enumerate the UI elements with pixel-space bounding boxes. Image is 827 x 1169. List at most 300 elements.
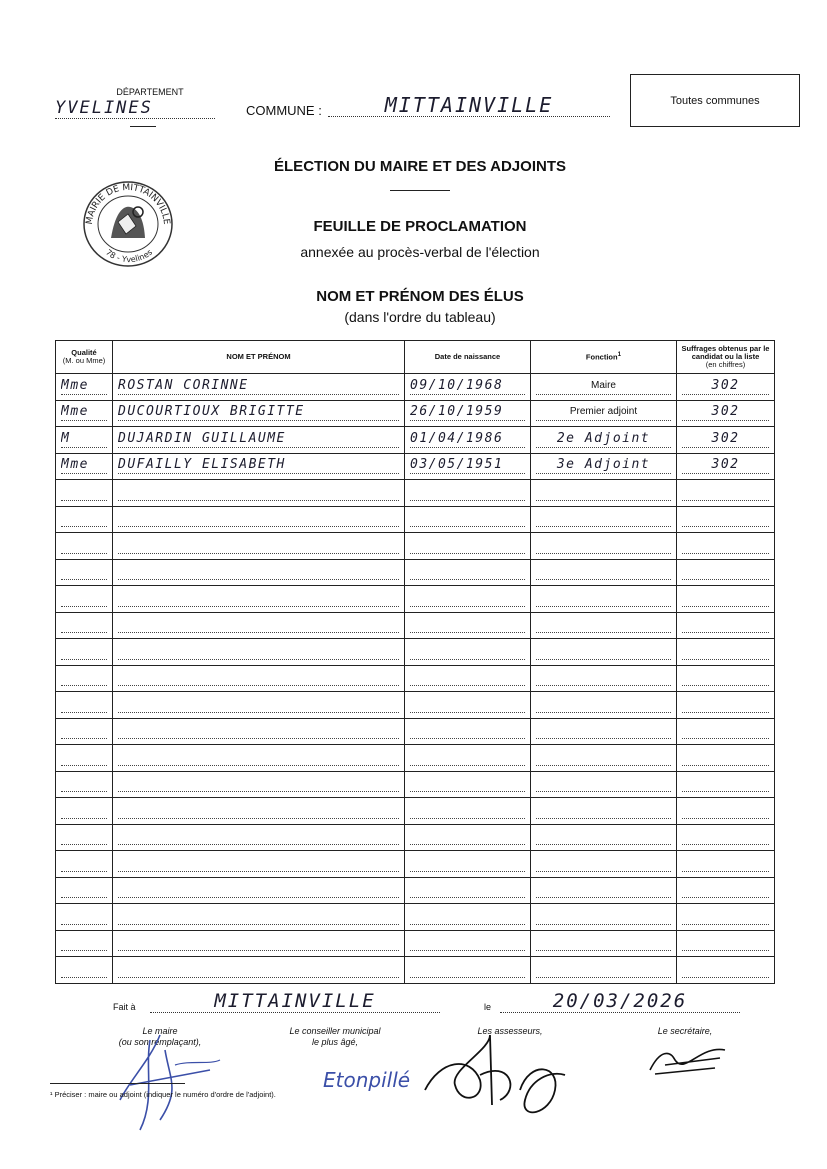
cell-date (405, 506, 531, 533)
cell-suffrages-blank (682, 934, 769, 951)
cell-date (405, 692, 531, 719)
cell-nom-blank (118, 590, 399, 607)
cell-date-blank (410, 643, 525, 660)
cell-suffrages (677, 904, 775, 931)
cell-date (405, 586, 531, 613)
header-suffrages (677, 341, 775, 374)
cell-qualite-blank (61, 722, 107, 739)
commune-label: COMMUNE : (246, 103, 322, 118)
cell-suffrages (677, 639, 775, 666)
seal-bottom-text: 78 - Yvelines (103, 247, 155, 265)
cell-date-blank (410, 722, 525, 739)
cell-fonction-blank (536, 643, 671, 660)
cell-qualite (56, 400, 113, 427)
cell-suffrages-blank (682, 961, 769, 978)
cell-fonction-blank (536, 722, 671, 739)
cell-date-blank (410, 775, 525, 792)
cell-fonction (531, 771, 677, 798)
table-body (56, 374, 775, 984)
cell-nom-value: DUCOURTIOUX BRIGITTE (118, 404, 399, 421)
cell-nom-blank (118, 908, 399, 925)
cell-suffrages-blank (682, 590, 769, 607)
header-nom: NOM ET PRÉNOM (113, 341, 405, 374)
cell-nom-blank (118, 722, 399, 739)
cell-date-blank (410, 590, 525, 607)
cell-suffrages-blank (682, 669, 769, 686)
cell-date (405, 824, 531, 851)
cell-suffrages (677, 877, 775, 904)
cell-qualite (56, 877, 113, 904)
cell-suffrages-value: 302 (682, 431, 769, 448)
cell-nom-blank (118, 537, 399, 554)
cell-fonction (531, 374, 677, 401)
table-row (56, 692, 775, 719)
cell-qualite-blank (61, 537, 107, 554)
cell-nom (113, 771, 405, 798)
list-subtitle: (dans l'ordre du tableau) (344, 309, 496, 325)
cell-suffrages (677, 665, 775, 692)
cell-suffrages (677, 506, 775, 533)
cell-qualite (56, 533, 113, 560)
cell-qualite-blank (61, 828, 107, 845)
cell-nom (113, 612, 405, 639)
cell-nom-blank (118, 616, 399, 633)
header-fonction-note: 1 (617, 351, 622, 359)
table-row (56, 718, 775, 745)
cell-nom (113, 400, 405, 427)
cell-fonction-blank (536, 537, 671, 554)
cell-nom (113, 798, 405, 825)
cell-nom (113, 904, 405, 931)
cell-date-blank (410, 537, 525, 554)
cell-suffrages-blank (682, 510, 769, 527)
table-row (56, 427, 775, 454)
cell-fonction (531, 718, 677, 745)
header-qualite-label: Qualité (71, 347, 97, 357)
table-header-row (56, 341, 775, 374)
cell-date-blank (410, 908, 525, 925)
cell-qualite (56, 612, 113, 639)
cell-nom-value: DUFAILLY ELISABETH (118, 457, 399, 474)
cell-fonction (531, 745, 677, 772)
cell-date-blank (410, 934, 525, 951)
table-row (56, 612, 775, 639)
fait-label: Fait à (113, 1002, 136, 1012)
scope-box: Toutes communes (630, 74, 800, 127)
cell-suffrages-blank (682, 749, 769, 766)
cell-date-value: 03/05/1951 (410, 457, 525, 474)
cell-suffrages (677, 400, 775, 427)
header-suffrages-sub: (en chiffres) (705, 360, 746, 370)
cell-nom (113, 586, 405, 613)
cell-nom (113, 480, 405, 507)
table-row (56, 453, 775, 480)
cell-suffrages (677, 798, 775, 825)
cell-suffrages-blank (682, 802, 769, 819)
cell-suffrages-blank (682, 828, 769, 845)
cell-suffrages (677, 718, 775, 745)
table-row (56, 559, 775, 586)
cell-qualite (56, 930, 113, 957)
cell-qualite-blank (61, 881, 107, 898)
cell-suffrages-blank (682, 855, 769, 872)
cell-suffrages (677, 851, 775, 878)
cell-date (405, 745, 531, 772)
mairie-seal (78, 178, 178, 268)
cell-date-blank (410, 484, 525, 501)
cell-nom (113, 453, 405, 480)
cell-qualite-blank (61, 696, 107, 713)
cell-suffrages (677, 957, 775, 984)
cell-date-blank (410, 749, 525, 766)
cell-qualite (56, 639, 113, 666)
table-row (56, 480, 775, 507)
cell-suffrages (677, 930, 775, 957)
cell-date (405, 639, 531, 666)
cell-fonction (531, 957, 677, 984)
page-title: ÉLECTION DU MAIRE ET DES ADJOINTS (274, 158, 566, 175)
cell-date (405, 798, 531, 825)
cell-date (405, 851, 531, 878)
cell-qualite-blank (61, 749, 107, 766)
department-label: DÉPARTEMENT (116, 87, 184, 97)
header-date: Date de naissance (405, 341, 531, 374)
commune-value: MITTAINVILLE (328, 94, 610, 117)
cell-fonction (531, 798, 677, 825)
table-row (56, 745, 775, 772)
maire-label: Le maire (142, 1026, 178, 1036)
cell-qualite (56, 665, 113, 692)
cell-fonction-value: Maire (536, 378, 671, 395)
cell-date (405, 930, 531, 957)
secretaire-label: Le secrétaire, (657, 1026, 713, 1036)
table-row (56, 639, 775, 666)
cell-nom-blank (118, 934, 399, 951)
cell-fonction (531, 824, 677, 851)
cell-date (405, 559, 531, 586)
cell-date-blank (410, 563, 525, 580)
cell-nom (113, 665, 405, 692)
cell-fonction-blank (536, 802, 671, 819)
cell-nom-blank (118, 669, 399, 686)
cell-nom (113, 506, 405, 533)
elected-table (55, 340, 775, 984)
cell-suffrages (677, 427, 775, 454)
cell-fonction-blank (536, 934, 671, 951)
conseiller-sub: le plus âgé, (311, 1036, 359, 1047)
table-row (56, 665, 775, 692)
cell-qualite (56, 904, 113, 931)
cell-suffrages-value: 302 (682, 457, 769, 474)
cell-nom-blank (118, 563, 399, 580)
cell-nom (113, 559, 405, 586)
cell-date-blank (410, 510, 525, 527)
cell-nom-blank (118, 484, 399, 501)
table-row (56, 400, 775, 427)
department-underline (130, 126, 156, 127)
assesseurs-label: Les assesseurs, (477, 1026, 543, 1036)
cell-date-value: 26/10/1959 (410, 404, 525, 421)
cell-suffrages (677, 612, 775, 639)
table-row (56, 506, 775, 533)
cell-suffrages (677, 745, 775, 772)
fait-value: MITTAINVILLE (150, 990, 440, 1013)
cell-qualite-blank (61, 590, 107, 607)
cell-qualite (56, 851, 113, 878)
cell-nom-blank (118, 961, 399, 978)
table-row (56, 957, 775, 984)
cell-date-value: 01/04/1986 (410, 431, 525, 448)
cell-suffrages (677, 559, 775, 586)
cell-nom-blank (118, 775, 399, 792)
cell-date-value: 09/10/1968 (410, 378, 525, 395)
conseiller-label: Le conseiller municipal (289, 1026, 381, 1036)
cell-suffrages-blank (682, 563, 769, 580)
cell-nom (113, 877, 405, 904)
cell-qualite (56, 374, 113, 401)
cell-nom-blank (118, 510, 399, 527)
maire-signature (110, 1030, 230, 1140)
cell-suffrages (677, 533, 775, 560)
cell-nom (113, 745, 405, 772)
cell-fonction (531, 930, 677, 957)
assesseurs-signature (420, 1030, 590, 1125)
cell-suffrages (677, 771, 775, 798)
seal-icon (78, 178, 178, 268)
cell-fonction (531, 559, 677, 586)
cell-nom-blank (118, 643, 399, 660)
secretaire-signature (645, 1040, 730, 1080)
cell-qualite (56, 559, 113, 586)
conseiller-block (260, 1026, 410, 1048)
cell-qualite-value: Mme (61, 457, 107, 474)
cell-date (405, 771, 531, 798)
header-qualite (56, 341, 113, 374)
cell-qualite-value: Mme (61, 404, 107, 421)
cell-date-blank (410, 802, 525, 819)
cell-suffrages-blank (682, 722, 769, 739)
cell-fonction (531, 533, 677, 560)
cell-suffrages-blank (682, 616, 769, 633)
cell-fonction (531, 586, 677, 613)
cell-nom (113, 824, 405, 851)
cell-suffrages (677, 586, 775, 613)
cell-nom (113, 427, 405, 454)
cell-date (405, 877, 531, 904)
cell-nom-blank (118, 749, 399, 766)
table-row (56, 771, 775, 798)
cell-fonction-blank (536, 828, 671, 845)
cell-date-blank (410, 669, 525, 686)
cell-qualite-blank (61, 616, 107, 633)
cell-qualite (56, 824, 113, 851)
cell-qualite-value: Mme (61, 378, 107, 395)
cell-date (405, 957, 531, 984)
cell-qualite-blank (61, 802, 107, 819)
cell-date-blank (410, 855, 525, 872)
cell-qualite-blank (61, 643, 107, 660)
header-qualite-sub: (M. ou Mme) (62, 356, 106, 365)
table-row (56, 798, 775, 825)
cell-date (405, 612, 531, 639)
cell-fonction-blank (536, 669, 671, 686)
cell-suffrages (677, 692, 775, 719)
cell-qualite-blank (61, 484, 107, 501)
cell-suffrages-value: 302 (682, 378, 769, 395)
footnote-rule (50, 1083, 185, 1084)
cell-fonction-blank (536, 855, 671, 872)
cell-fonction-blank (536, 775, 671, 792)
cell-fonction-blank (536, 696, 671, 713)
cell-fonction (531, 639, 677, 666)
cell-fonction (531, 453, 677, 480)
cell-qualite-blank (61, 855, 107, 872)
cell-suffrages-blank (682, 881, 769, 898)
cell-qualite-blank (61, 775, 107, 792)
cell-fonction-blank (536, 881, 671, 898)
cell-fonction (531, 665, 677, 692)
cell-suffrages (677, 824, 775, 851)
cell-qualite-blank (61, 510, 107, 527)
seal-top-text: MAIRIE DE MITTAINVILLE (84, 182, 172, 226)
table-row (56, 824, 775, 851)
cell-nom-value: ROSTAN CORINNE (118, 378, 399, 395)
cell-nom-blank (118, 802, 399, 819)
cell-date (405, 427, 531, 454)
cell-date (405, 374, 531, 401)
cell-date (405, 665, 531, 692)
table-row (56, 851, 775, 878)
table-row (56, 877, 775, 904)
cell-fonction (531, 480, 677, 507)
cell-qualite-blank (61, 563, 107, 580)
maire-sub: (ou son remplaçant), (118, 1036, 202, 1047)
cell-fonction (531, 612, 677, 639)
cell-date-blank (410, 696, 525, 713)
table-row (56, 374, 775, 401)
cell-qualite (56, 957, 113, 984)
cell-nom (113, 957, 405, 984)
sheet-subtitle: annexée au procès-verbal de l'élection (300, 244, 540, 260)
cell-suffrages-blank (682, 908, 769, 925)
cell-fonction (531, 427, 677, 454)
cell-fonction (531, 877, 677, 904)
cell-qualite-blank (61, 908, 107, 925)
cell-date (405, 904, 531, 931)
cell-suffrages-value: 302 (682, 404, 769, 421)
cell-nom (113, 851, 405, 878)
cell-qualite (56, 480, 113, 507)
cell-date (405, 718, 531, 745)
cell-qualite-blank (61, 934, 107, 951)
le-label: le (484, 1002, 492, 1012)
cell-fonction-value: 3e Adjoint (536, 457, 671, 474)
cell-qualite (56, 771, 113, 798)
footnote: ¹ Préciser : maire ou adjoint (indiquer le numéro d'ordre de l'adjoint). (50, 1090, 276, 1099)
cell-nom (113, 718, 405, 745)
cell-nom-blank (118, 855, 399, 872)
cell-qualite-value: M (61, 431, 107, 448)
cell-nom-blank (118, 881, 399, 898)
list-title: NOM ET PRÉNOM DES ÉLUS (316, 288, 524, 305)
cell-qualite-blank (61, 961, 107, 978)
cell-date (405, 453, 531, 480)
header-fonction (531, 341, 677, 374)
cell-suffrages-blank (682, 484, 769, 501)
header-suffrages-label: Suffrages obtenus par le candidat ou la liste (681, 343, 770, 361)
cell-fonction-blank (536, 510, 671, 527)
cell-date-blank (410, 828, 525, 845)
cell-fonction (531, 400, 677, 427)
cell-date-blank (410, 881, 525, 898)
cell-suffrages-blank (682, 696, 769, 713)
table-row (56, 904, 775, 931)
cell-qualite (56, 745, 113, 772)
cell-suffrages-blank (682, 775, 769, 792)
cell-qualite (56, 798, 113, 825)
cell-nom (113, 639, 405, 666)
cell-fonction-blank (536, 749, 671, 766)
cell-fonction (531, 904, 677, 931)
cell-suffrages-blank (682, 643, 769, 660)
cell-suffrages (677, 453, 775, 480)
department-value: YVELINES (55, 98, 215, 119)
cell-date (405, 400, 531, 427)
header-fonction-label: Fonction (585, 352, 618, 362)
cell-nom (113, 374, 405, 401)
title-divider (390, 190, 450, 191)
cell-fonction (531, 506, 677, 533)
cell-suffrages (677, 480, 775, 507)
cell-fonction-value: 2e Adjoint (536, 431, 671, 448)
cell-nom-blank (118, 696, 399, 713)
cell-qualite-blank (61, 669, 107, 686)
cell-qualite (56, 586, 113, 613)
cell-date (405, 533, 531, 560)
cell-date (405, 480, 531, 507)
cell-qualite (56, 427, 113, 454)
cell-fonction-blank (536, 961, 671, 978)
table-row (56, 533, 775, 560)
cell-qualite (56, 506, 113, 533)
cell-suffrages-blank (682, 537, 769, 554)
cell-fonction (531, 692, 677, 719)
cell-qualite (56, 453, 113, 480)
conseiller-signature: Etonpillé (323, 1068, 411, 1092)
cell-nom (113, 533, 405, 560)
cell-date-blank (410, 961, 525, 978)
cell-fonction-value: Premier adjoint (536, 404, 671, 421)
table-row (56, 930, 775, 957)
cell-fonction-blank (536, 484, 671, 501)
cell-nom (113, 930, 405, 957)
cell-fonction-blank (536, 590, 671, 607)
cell-nom (113, 692, 405, 719)
table-row (56, 586, 775, 613)
le-value: 20/03/2026 (500, 990, 740, 1013)
cell-fonction-blank (536, 616, 671, 633)
cell-qualite (56, 718, 113, 745)
cell-qualite (56, 692, 113, 719)
sheet-title: FEUILLE DE PROCLAMATION (313, 218, 527, 235)
cell-date-blank (410, 616, 525, 633)
cell-fonction (531, 851, 677, 878)
cell-suffrages (677, 374, 775, 401)
cell-nom-value: DUJARDIN GUILLAUME (118, 431, 399, 448)
cell-fonction-blank (536, 563, 671, 580)
cell-nom-blank (118, 828, 399, 845)
cell-fonction-blank (536, 908, 671, 925)
